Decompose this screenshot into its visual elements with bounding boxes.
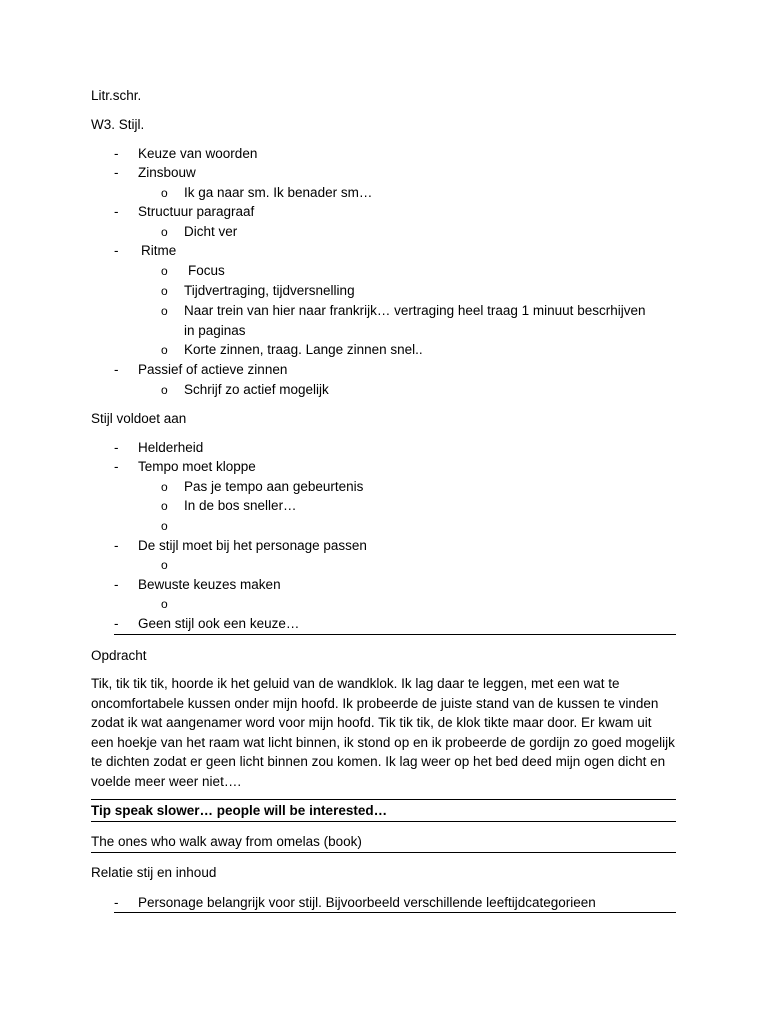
divider-line	[91, 852, 676, 853]
list-item: Tempo moet kloppe	[138, 459, 256, 474]
list-item: Bewuste keuzes maken	[138, 577, 281, 592]
bullet-dash: -	[114, 895, 119, 910]
section-heading-relatie: Relatie stij en inhoud	[91, 865, 217, 880]
bullet-circle: o	[161, 264, 168, 278]
bullet-circle: o	[161, 304, 168, 318]
bullet-circle: o	[161, 519, 168, 533]
bullet-dash: -	[114, 440, 119, 455]
sub-list-item: Ik ga naar sm. Ik benader sm…	[184, 185, 373, 200]
bullet-dash: -	[114, 459, 119, 474]
sub-list-item: Naar trein van hier naar frankrijk… vertraging heel traag 1 minuut bescrhijven	[184, 303, 646, 318]
list-item: Passief of actieve zinnen	[138, 362, 288, 377]
divider-line	[114, 912, 676, 913]
bullet-dash: -	[114, 165, 119, 180]
sub-list-item: Tijdvertraging, tijdversnelling	[184, 283, 355, 298]
bullet-dash: -	[114, 243, 119, 258]
section-heading-stijl: W3. Stijl.	[91, 117, 145, 132]
sub-list-item: Schrijf zo actief mogelijk	[184, 382, 329, 397]
list-item: Zinsbouw	[138, 165, 196, 180]
bullet-circle: o	[161, 558, 168, 572]
list-item: Structuur paragraaf	[138, 204, 255, 219]
story-paragraph: Tik, tik tik tik, hoorde ik het geluid van de wandklok. Ik lag daar te leggen, met een wat te oncomfortabele kussen onder mijn hoofd. Ik probeerde de juiste stand van de kussen te vinden zodat ik wat aangenamer word voor mijn hoofd. Tik tik tik, de klok tikte maar door. Er kwam uit een hoekje van het raam wat licht binnen, ik stond op en ik probeerde de gordijn zo goed mogelijk te dichten zodat er geen licht binnen zou komen. Ik lag weer op het bed deed mijn ogen dicht en voelde meer weer niet….	[91, 676, 675, 789]
list-item: Ritme	[141, 243, 177, 258]
bullet-circle: o	[161, 186, 168, 200]
bullet-circle: o	[161, 480, 168, 494]
bullet-dash: -	[114, 538, 119, 553]
sub-list-item: Dicht ver	[184, 224, 238, 239]
sub-list-item: Pas je tempo aan gebeurtenis	[184, 479, 364, 494]
tip-note: Tip speak slower… people will be interested…	[91, 803, 388, 818]
book-reference: The ones who walk away from omelas (book)	[91, 834, 362, 849]
list-item: Helderheid	[138, 440, 204, 455]
section-heading-voldoet: Stijl voldoet aan	[91, 411, 187, 426]
divider-line	[91, 821, 676, 822]
document-title: Litr.schr.	[91, 88, 142, 103]
bullet-circle: o	[161, 499, 168, 513]
divider-line	[91, 799, 676, 800]
bullet-dash: -	[114, 146, 119, 161]
bullet-dash: -	[114, 204, 119, 219]
section-heading-opdracht: Opdracht	[91, 648, 147, 663]
bullet-dash: -	[114, 616, 119, 631]
list-item: Geen stijl ook een keuze…	[138, 616, 300, 631]
divider-line	[114, 634, 676, 635]
sub-list-item: Focus	[188, 263, 225, 278]
bullet-circle: o	[161, 383, 168, 397]
sub-list-item: In de bos sneller…	[184, 498, 297, 513]
list-item: De stijl moet bij het personage passen	[138, 538, 367, 553]
list-item: Keuze van woorden	[138, 146, 258, 161]
bullet-dash: -	[114, 577, 119, 592]
bullet-dash: -	[114, 362, 119, 377]
sub-list-item: Korte zinnen, traag. Lange zinnen snel..	[184, 342, 423, 357]
sub-list-item-continued: in paginas	[184, 323, 246, 338]
bullet-circle: o	[161, 225, 168, 239]
bullet-circle: o	[161, 284, 168, 298]
bullet-circle: o	[161, 343, 168, 357]
list-item: Personage belangrijk voor stijl. Bijvoorbeeld verschillende leeftijdcategorieen	[138, 895, 596, 910]
bullet-circle: o	[161, 597, 168, 611]
